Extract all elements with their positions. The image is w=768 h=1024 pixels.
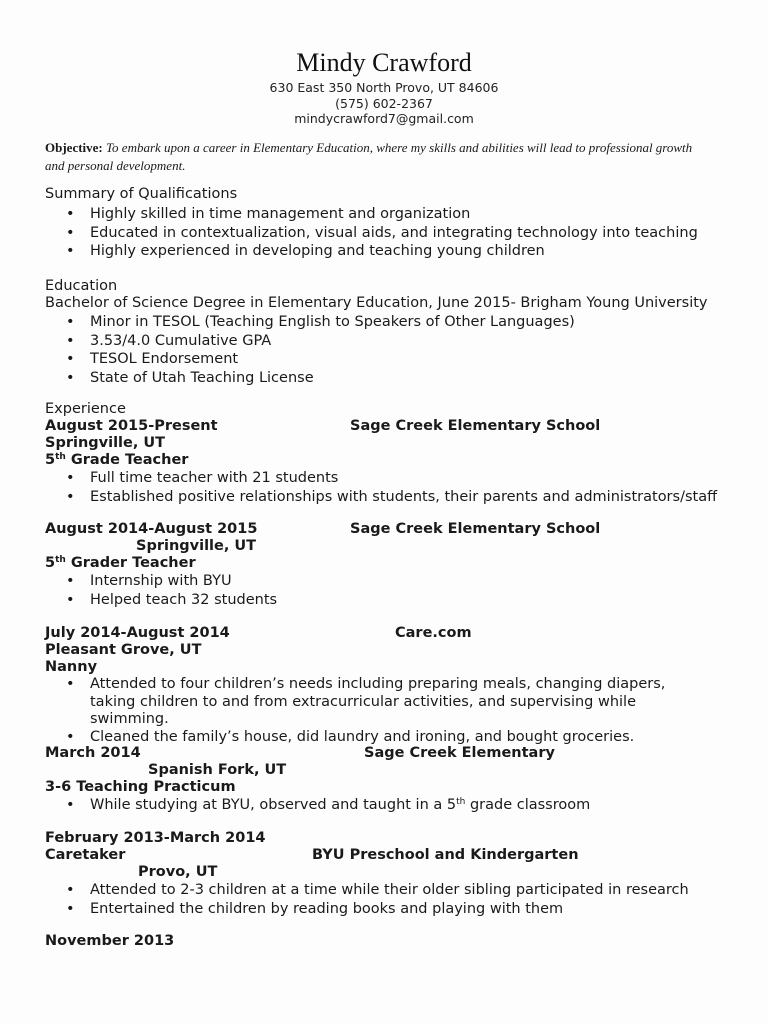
summary-list — [0, 205, 720, 261]
job-org: Care.com — [395, 625, 472, 641]
job-location: Springville, UT — [136, 538, 257, 554]
list-item: • Minor in TESOL (Teaching English to Speakers of Other Languages) — [0, 313, 720, 332]
list-item: • State of Utah Teaching License — [0, 369, 720, 388]
education-list — [0, 313, 720, 387]
job-dates: August 2015-Present — [45, 418, 218, 434]
job-dates: July 2014-August 2014 — [45, 625, 230, 641]
objective-label: Objective: — [45, 140, 103, 155]
job-dates: August 2014-August 2015 — [45, 521, 258, 537]
job-dates: November 2013 — [45, 933, 175, 949]
objective-text: To embark upon a career in Elementary Education, where my skills and abilities will lead to professional growth and personal development. — [45, 140, 693, 173]
list-item: • Established positive relationships with students, their parents and administrators/staff — [0, 488, 720, 507]
job-duties — [0, 881, 720, 918]
list-item: • Attended to 2-3 children at a time while their older sibling participated in research — [0, 881, 720, 900]
job-duties — [0, 796, 720, 815]
list-item: • TESOL Endorsement — [0, 350, 720, 369]
job-title: 5th Grader Teacher — [45, 555, 196, 571]
job-title: 5th Grade Teacher — [45, 452, 189, 468]
job-dates: February 2013-March 2014 — [45, 830, 266, 846]
summary-heading: Summary of Qualifications — [45, 186, 238, 202]
education-heading: Education — [45, 278, 118, 294]
job-title: Caretaker — [45, 847, 126, 863]
list-item: • Cleaned the family’s house, did laundry and ironing, and bought groceries. — [0, 729, 700, 747]
job-entry — [45, 418, 745, 469]
job-location: Provo, UT — [138, 864, 218, 880]
list-item: • Attended to four children’s needs including preparing meals, changing diapers, taking children to and from extracurricular activities, and supervising while swimming. — [0, 676, 700, 729]
list-item: • Entertained the children by reading books and playing with them — [0, 900, 720, 919]
phone: (575) 602-2367 — [335, 95, 433, 111]
contact-block — [0, 80, 768, 127]
list-item: • Full time teacher with 21 students — [0, 469, 720, 488]
job-duties — [0, 572, 720, 609]
job-entry — [45, 830, 745, 881]
email: mindycrawford7@gmail.com — [294, 111, 474, 126]
job-entry — [45, 521, 745, 572]
job-location: Springville, UT — [45, 435, 166, 451]
job-duties — [0, 676, 700, 746]
objective — [45, 139, 705, 175]
list-item: • While studying at BYU, observed and taught in a 5th grade classroom — [0, 796, 720, 815]
job-title: 3-6 Teaching Practicum — [45, 779, 236, 795]
job-org: BYU Preschool and Kindergarten — [312, 847, 579, 863]
list-item: • Internship with BYU — [0, 572, 720, 591]
applicant-name: Mindy Crawford — [296, 48, 472, 77]
list-item: • Highly experienced in developing and teaching young children — [0, 242, 720, 261]
job-org: Sage Creek Elementary — [364, 745, 555, 761]
list-item: • Helped teach 32 students — [0, 591, 720, 610]
job-org: Sage Creek Elementary School — [350, 418, 601, 434]
list-item: • Highly skilled in time management and organization — [0, 205, 720, 224]
list-item: • 3.53/4.0 Cumulative GPA — [0, 332, 720, 351]
degree: Bachelor of Science Degree in Elementary Education, June 2015- Brigham Young University — [45, 295, 708, 311]
job-duties — [0, 469, 720, 506]
job-entry — [45, 745, 745, 796]
job-org: Sage Creek Elementary School — [350, 521, 601, 537]
job-entry — [45, 933, 745, 950]
experience-heading: Experience — [45, 401, 126, 417]
job-dates: March 2014 — [45, 745, 141, 761]
job-location: Spanish Fork, UT — [148, 762, 287, 778]
list-item: • Educated in contextualization, visual aids, and integrating technology into teaching — [0, 224, 720, 243]
address: 630 East 350 North Provo, UT 84606 — [269, 80, 499, 95]
job-entry — [45, 625, 745, 676]
job-location: Pleasant Grove, UT — [45, 642, 202, 658]
job-title: Nanny — [45, 659, 98, 675]
